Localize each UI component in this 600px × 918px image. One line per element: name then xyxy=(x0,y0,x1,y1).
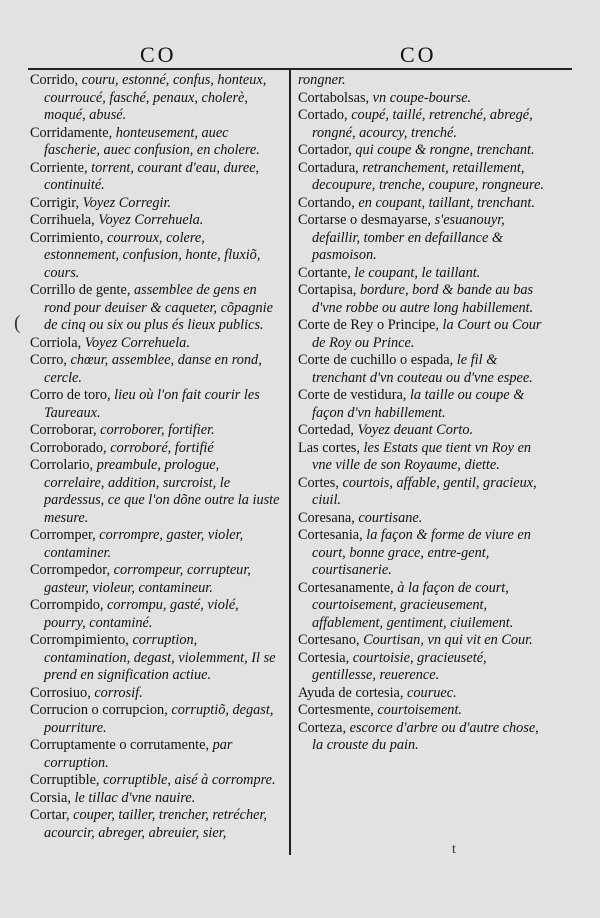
dictionary-entry xyxy=(298,580,548,633)
entry-definition: par corruption. xyxy=(44,737,233,771)
entry-headword: Corrucion o corrupcion, xyxy=(30,702,168,718)
dictionary-entry xyxy=(30,282,280,335)
entry-definition: corruptiõ, degast, pourriture. xyxy=(44,702,274,736)
entry-definition: preambule, prologue, correlaire, addition, surcroist, le pardessus, ce que l'on dõne outre la iuste mesure. xyxy=(44,457,280,526)
entry-definition: courtisane. xyxy=(354,509,423,526)
dictionary-entry xyxy=(298,440,548,475)
margin-mark: ( xyxy=(14,312,21,334)
entry-headword: Cortesania, xyxy=(298,527,363,543)
entry-definition: coupé, taillé, retrenché, abregé, rongné, acourcy, trenché. xyxy=(312,107,533,141)
entry-definition: courtoisement. xyxy=(373,702,462,718)
entry-headword: Cortadura, xyxy=(298,159,359,176)
entry-headword: Corruptible, xyxy=(30,772,100,788)
entry-definition: Courtisan, vn qui vit en Cour. xyxy=(359,632,533,648)
entry-definition: corrompeur, corrupteur, gasteur, violeur, contamineur. xyxy=(44,562,251,596)
dictionary-entry xyxy=(30,160,280,195)
entry-definition: escorce d'arbre ou d'autre chose, la crouste du pain. xyxy=(312,719,539,753)
entry-headword: Corroborado, xyxy=(30,439,107,456)
entry-headword: Corroborar, xyxy=(30,422,97,438)
entry-definition: courtois, affable, gentil, gracieux, ciuil. xyxy=(312,474,537,508)
dictionary-entry xyxy=(298,685,548,703)
entry-definition: chœur, assemblee, danse en rond, cercle. xyxy=(44,352,262,386)
dictionary-entry xyxy=(30,632,280,685)
running-head-left: CO xyxy=(140,42,177,67)
dictionary-entry xyxy=(30,527,280,562)
entry-definition: le coupant, le taillant. xyxy=(350,264,481,281)
entry-definition: torrent, courant d'eau, duree, continuité. xyxy=(44,159,260,193)
entry-headword: Coresana, xyxy=(298,509,355,526)
entry-headword: Cortes, xyxy=(298,474,339,491)
dictionary-entry xyxy=(30,387,280,422)
entry-definition: assemblee de gens en rond pour deuiser & caqueter, cõpagnie de cinq ou six ou plus és lieux publics. xyxy=(44,282,273,333)
entry-headword: Corte de Rey o Principe, xyxy=(298,317,439,333)
dictionary-entry xyxy=(298,650,548,685)
entry-headword: Corrillo de gente, xyxy=(30,282,131,298)
entry-definition: corrompre, gaster, violer, contaminer. xyxy=(44,527,244,561)
dictionary-entry xyxy=(30,597,280,632)
dictionary-entry xyxy=(298,160,548,195)
entry-definition: Voyez deuant Corto. xyxy=(353,422,474,438)
entry-definition: corroborer, fortifier. xyxy=(96,422,215,438)
entry-headword: Corromper, xyxy=(30,527,96,543)
dictionary-entry xyxy=(30,422,280,440)
dictionary-entry xyxy=(298,282,548,317)
dictionary-entry xyxy=(298,195,548,213)
dictionary-entry xyxy=(298,72,548,90)
dictionary-entry xyxy=(30,72,280,125)
corner-mark: t xyxy=(452,842,456,857)
dictionary-entry xyxy=(298,475,548,510)
dictionary-entry xyxy=(298,142,548,160)
entry-headword: Cortesia, xyxy=(298,649,350,666)
dictionary-entry xyxy=(298,90,548,108)
entry-headword: Corrihuela, xyxy=(30,212,95,228)
dictionary-entry xyxy=(298,352,548,387)
entry-headword: Cortesmente, xyxy=(298,702,374,718)
entry-headword: Corrolario, xyxy=(30,457,94,473)
entry-headword: Corro de toro, xyxy=(30,387,111,403)
dictionary-entry xyxy=(298,107,548,142)
entry-definition: corrosif. xyxy=(90,684,143,701)
dictionary-entry xyxy=(298,510,548,528)
entry-headword: Corrido, xyxy=(30,72,79,88)
entry-definition: vn coupe-bourse. xyxy=(369,89,472,106)
entry-headword: Corteza, xyxy=(298,719,347,736)
entry-headword: Cortesanamente, xyxy=(298,579,394,596)
entry-headword: Cortesano, xyxy=(298,632,360,648)
dictionary-entry xyxy=(30,212,280,230)
entry-headword: Corridamente, xyxy=(30,124,113,141)
entry-definition: à la façon de court, courtoisement, gracieusement, affablement, gentiment, ciuilement. xyxy=(312,579,514,631)
dictionary-entry xyxy=(298,632,548,650)
entry-headword: Corrigir, xyxy=(30,194,80,211)
dictionary-entry xyxy=(30,562,280,597)
entry-definition: la taille ou coupe & façon d'vn habillement. xyxy=(312,387,525,421)
dictionary-entry xyxy=(298,422,548,440)
dictionary-entry xyxy=(30,440,280,458)
entry-headword: Cortante, xyxy=(298,264,351,281)
entry-definition: retranchement, retaillement, decoupure, trenche, coupure, rongneure. xyxy=(312,159,544,193)
entry-definition: courroux, colere, estonnement, confusion, honte, fluxiõ, cours. xyxy=(44,229,261,281)
dictionary-entry xyxy=(30,335,280,353)
header-rule xyxy=(28,68,572,70)
entry-headword: Las cortes, xyxy=(298,439,360,456)
entry-definition: corruptible, aisé à corrompre. xyxy=(99,772,276,788)
entry-headword: Cortabolsas, xyxy=(298,89,370,106)
entry-definition: couruec. xyxy=(403,684,457,701)
entry-definition: les Estats que tient vn Roy en vne ville de son Royaume, diette. xyxy=(312,439,532,473)
dictionary-entry xyxy=(298,265,548,283)
entry-definition: le tillac d'vne nauire. xyxy=(70,789,196,806)
entry-headword: Cortador, xyxy=(298,142,352,158)
dictionary-entry xyxy=(30,807,280,842)
entry-headword: Cortado, xyxy=(298,107,348,123)
entry-headword: Ayuda de cortesia, xyxy=(298,684,404,701)
entry-definition: qui coupe & rongne, trenchant. xyxy=(351,142,535,158)
entry-headword: Corrimiento, xyxy=(30,229,104,246)
entry-headword: Corrompimiento, xyxy=(30,632,129,648)
entry-headword: Corte de vestidura, xyxy=(298,387,407,403)
entry-definition: corrompu, gasté, violé, pourry, contaminé. xyxy=(44,597,239,631)
entry-headword: Corrompido, xyxy=(30,597,104,613)
entry-headword: Cortapisa, xyxy=(298,282,357,298)
entry-headword: Cortedad, xyxy=(298,422,354,438)
entry-headword: Corro, xyxy=(30,352,67,368)
entry-definition: rongner. xyxy=(298,72,346,88)
dictionary-entry xyxy=(30,195,280,213)
entry-headword: Corriente, xyxy=(30,159,88,176)
entry-headword: Corsia, xyxy=(30,789,71,806)
entry-definition: Voyez Correhuela. xyxy=(81,334,190,351)
dictionary-entry xyxy=(298,387,548,422)
entry-headword: Corriola, xyxy=(30,334,82,351)
dictionary-entry xyxy=(30,772,280,790)
entry-definition: en coupant, taillant, trenchant. xyxy=(354,194,535,211)
column-divider xyxy=(289,70,291,855)
entry-definition: courtoisie, gracieuseté, gentillesse, reuerence. xyxy=(312,649,487,683)
dictionary-entry xyxy=(298,527,548,580)
entry-definition: la Court ou Cour de Roy ou Prince. xyxy=(312,317,542,351)
dictionary-entry xyxy=(30,702,280,737)
entry-definition: corruption, contamination, degast, violemment, Il se prend en signification actiue. xyxy=(44,632,276,683)
entry-headword: Corrompedor, xyxy=(30,562,111,578)
entry-definition: lieu où l'on fait courir les Taureaux. xyxy=(44,387,260,421)
dictionary-entry xyxy=(30,230,280,283)
entry-headword: Corte de cuchillo o espada, xyxy=(298,352,454,368)
running-head-right: CO xyxy=(400,42,437,67)
dictionary-entry xyxy=(298,212,548,265)
dictionary-entry xyxy=(30,685,280,703)
dictionary-entry xyxy=(298,317,548,352)
dictionary-entry xyxy=(30,125,280,160)
entry-definition: couper, tailler, trencher, retrécher, acourcir, abreger, abreuier, sier, xyxy=(44,807,267,841)
left-column xyxy=(30,72,280,842)
entry-definition: corroboré, fortifié xyxy=(106,439,214,456)
dictionary-entry xyxy=(30,457,280,527)
entry-definition: Voyez Corregir. xyxy=(79,194,172,211)
entry-headword: Cortando, xyxy=(298,194,355,211)
dictionary-entry xyxy=(30,352,280,387)
dictionary-entry xyxy=(298,720,548,755)
right-column xyxy=(298,72,548,755)
entry-definition: la façon & forme de viure en court, bonne grace, entre-gent, courtisanerie. xyxy=(312,527,531,578)
entry-definition: honteusement, auec fascherie, auec confusion, en cholere. xyxy=(44,124,260,158)
dictionary-entry xyxy=(298,702,548,720)
entry-definition: Voyez Correhuela. xyxy=(94,212,204,228)
entry-headword: Cortar, xyxy=(30,807,70,823)
dictionary-entry xyxy=(30,790,280,808)
dictionary-entry xyxy=(30,737,280,772)
entry-definition: s'esuanouyr, defaillir, tomber en defaillance & pasmoison. xyxy=(312,212,505,263)
page-header xyxy=(0,40,600,66)
entry-headword: Corrosiuo, xyxy=(30,684,91,701)
entry-definition: le fil & trenchant d'vn couteau ou d'vne espee. xyxy=(312,352,533,386)
entry-definition: couru, estonné, confus, honteux, courroucé, fasché, penaux, cholerè, moqué, abusé. xyxy=(44,72,267,123)
entry-headword: Cortarse o desmayarse, xyxy=(298,212,431,228)
entry-definition: bordure, bord & bande au bas d'vne robbe ou autre long habillement. xyxy=(312,282,534,316)
entry-headword: Corruptamente o corrutamente, xyxy=(30,737,210,753)
